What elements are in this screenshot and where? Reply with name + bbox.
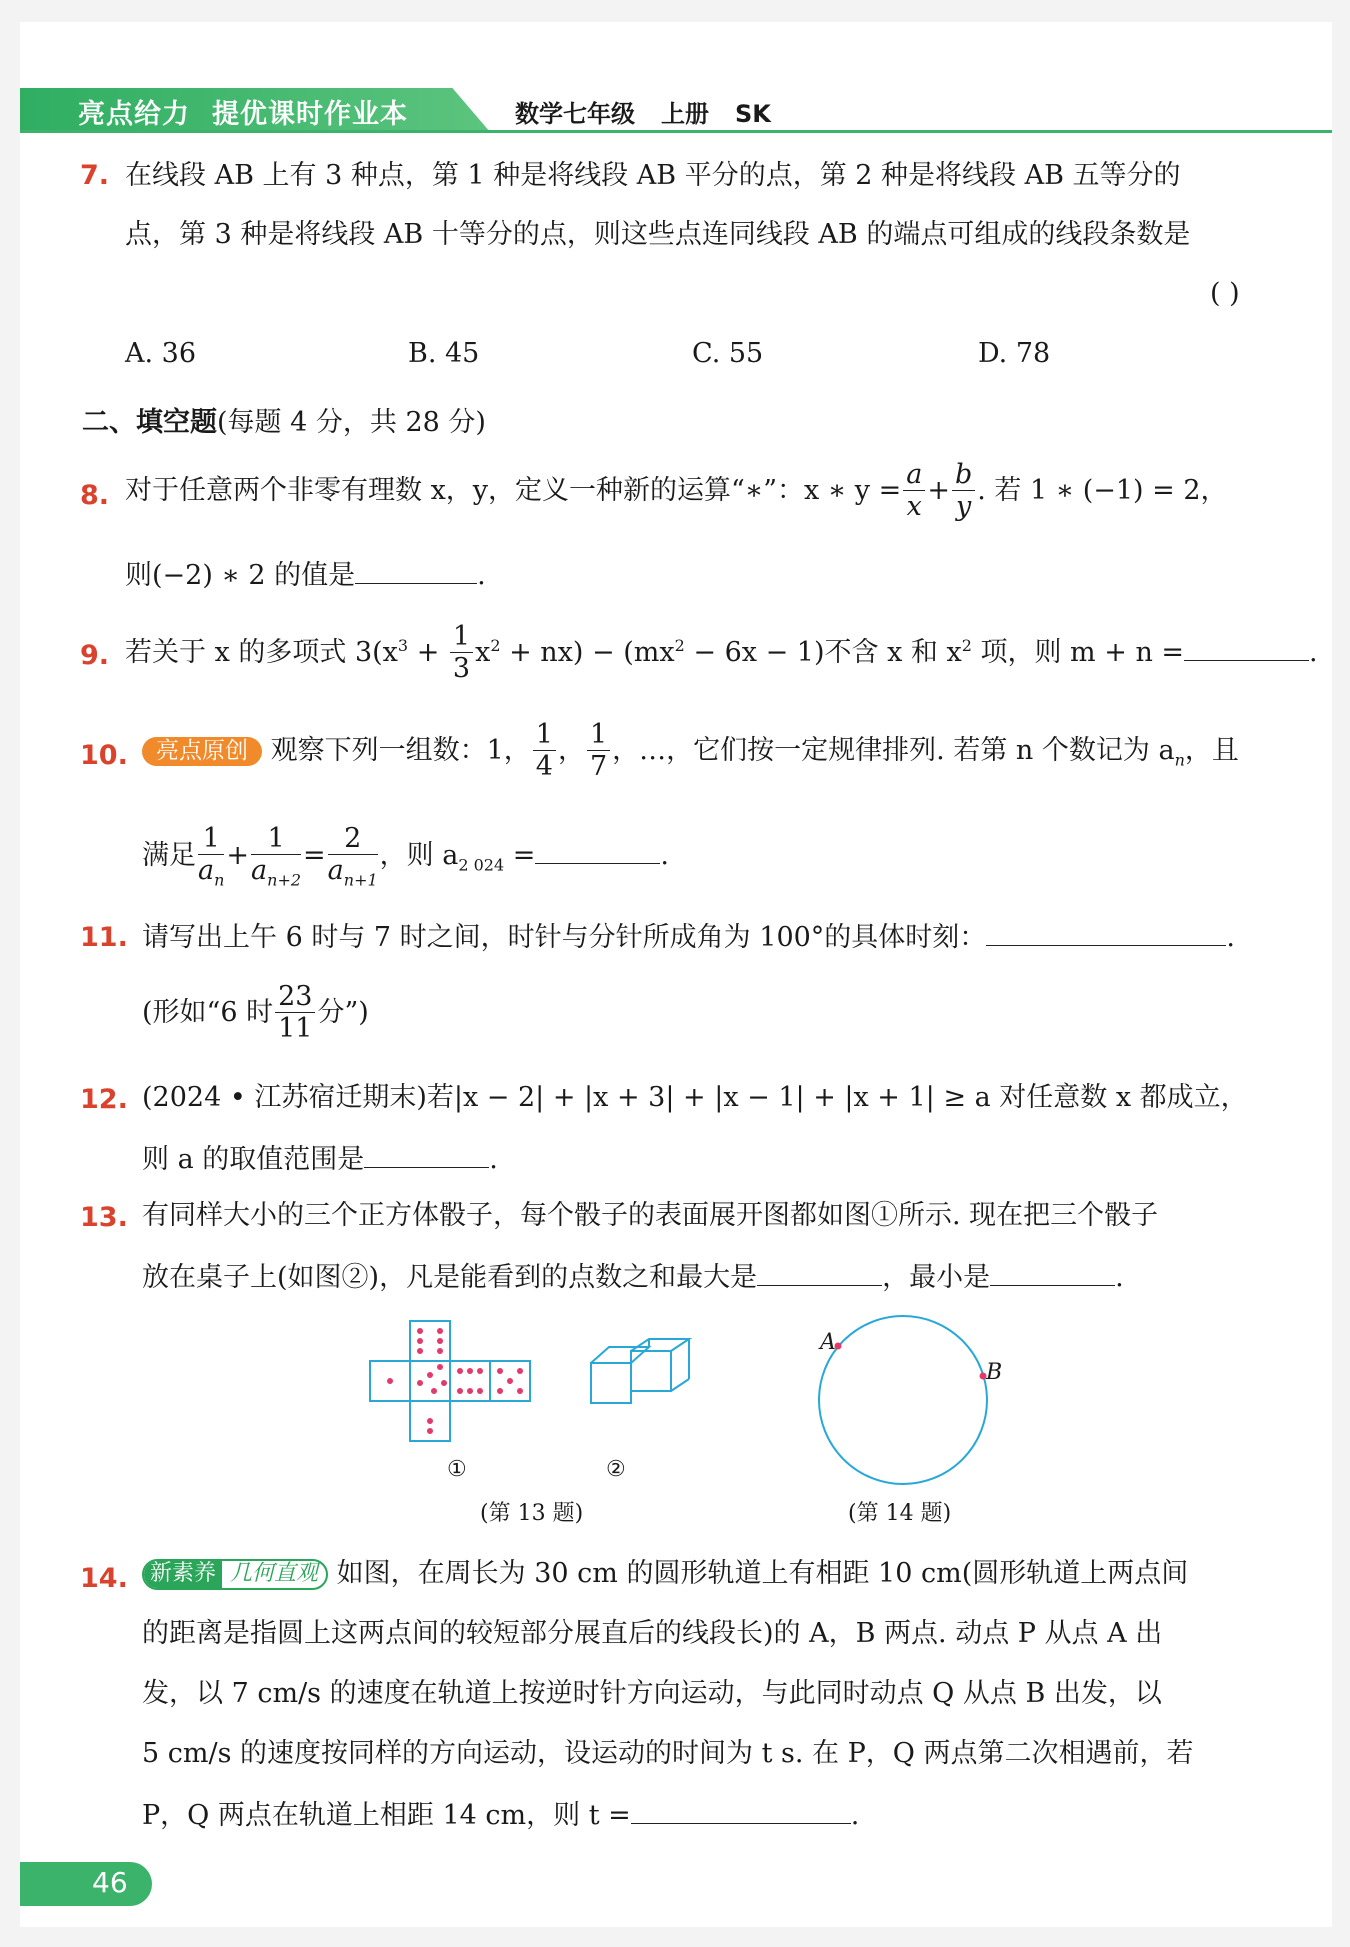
q8-answer-blank[interactable] [355, 558, 477, 584]
q14-line4: 5 cm/s 的速度按同样的方向运动，设运动的时间为 t s. 在 P，Q 两点第二次相遇前，若 [142, 1738, 1194, 1769]
edition-label: SK [735, 100, 771, 128]
q13-min-blank[interactable] [990, 1260, 1115, 1286]
q12-answer-blank[interactable] [364, 1142, 489, 1168]
q8-text: 对于任意两个非零有理数 x，y，定义一种新的运算“∗”：x ∗ y = [125, 475, 902, 507]
q11-line1: 请写出上午 6 时与 7 时之间，时针与分针所成角为 100°的具体时刻： . [142, 922, 1235, 953]
q10-answer-blank[interactable] [535, 838, 660, 864]
q8-plus: + [927, 475, 950, 507]
q7-line1: 在线段 AB 上有 3 种点，第 1 种是将线段 AB 平分的点，第 2 种是将线段 AB 五等分的 [125, 160, 1181, 191]
q7-option-d: D. 78 [978, 338, 1051, 369]
q13-max-blank[interactable] [757, 1260, 882, 1286]
q14-line5: P，Q 两点在轨道上相距 14 cm，则 t = . [142, 1800, 860, 1831]
q14-line2: 的距离是指圆上这两点间的较短部分展直后的线段长)的 A，B 两点. 动点 P 从点 A 出 [142, 1618, 1163, 1649]
net-face-right1 [450, 1361, 490, 1401]
q9-fraction-one-third: $\frac{1}{3}$ [450, 622, 473, 685]
q7-option-b: B. 45 [408, 338, 480, 369]
q7-option-c: C. 55 [692, 338, 764, 369]
q8-line2-text: 则(−2) ∗ 2 的值是 [125, 560, 356, 591]
q9-line: 若关于 x 的多项式 $3(x^3$ + $\frac{1}{3}$ $x^2 + nx) - (mx^2 - 6x - 1)$不含 x 和 $x^2$ 项，则 m + n = . [125, 621, 1318, 684]
q8-fraction-b-over-y: $\frac{b}{y}$ [952, 460, 975, 523]
q9-answer-blank[interactable] [1184, 635, 1309, 661]
q8-line1 [125, 460, 1228, 523]
q13-line2: 放在桌子上(如图②)，凡是能看到的点数之和最大是 ，最小是 . [142, 1262, 1124, 1293]
q11-hint: (形如“6 时 $\frac{23}{11}$ 分”) [142, 981, 369, 1044]
q10-fraction-2-over-an1: $\frac{2}{a_{n+1}}$ [327, 823, 378, 890]
q11-number: 11. [80, 922, 128, 953]
page-number: 46 [92, 1866, 128, 1899]
q8-fraction-a-over-x: $\frac{a}{x}$ [903, 460, 925, 523]
dice-net-figure [360, 1315, 580, 1455]
page-number-tab [20, 1862, 152, 1906]
three-dice-figure [585, 1335, 715, 1415]
q14-line1: 新素养 几何直观 如图，在周长为 30 cm 的圆形轨道上有相距 10 cm(圆形轨道上两点间 [142, 1558, 1188, 1590]
point-a-label: A [820, 1330, 836, 1355]
q10-fraction-1-over-an: $\frac{1}{a_n}$ [198, 823, 225, 890]
q8-line2: 则(−2) ∗ 2 的值是 . [125, 560, 486, 591]
volume-label: 上册 [661, 100, 709, 128]
book-title: 提优课时作业本 [212, 99, 408, 130]
caption-q14: (第 14 题) [848, 1501, 952, 1526]
q7-answer-paren: ( ) [1210, 278, 1240, 309]
q10-line2: 满足 $\frac{1}{a_n}$ + $\frac{1}{a_{n+2}}$ = $\frac{2}{a_{n+1}}$ ，则 $a_{2 024}$ = . [142, 823, 669, 890]
q11-answer-blank[interactable] [986, 920, 1226, 946]
fig1-label: ① [447, 1457, 467, 1482]
q11-fraction-23-11: $\frac{23}{11}$ [275, 982, 315, 1045]
section-note: (每题 4 分，共 28 分) [217, 407, 486, 438]
grade-label: 数学七年级 [515, 100, 635, 128]
q13-line1: 有同样大小的三个正方体骰子，每个骰子的表面展开图都如图①所示. 现在把三个骰子 [142, 1200, 1159, 1231]
q7-number: 7. [80, 160, 110, 191]
q14-number: 14. [80, 1563, 128, 1594]
q8-number: 8. [80, 480, 110, 511]
q13-number: 13. [80, 1202, 128, 1233]
q8-text-b: . 若 1 ∗ (−1) = 2， [977, 475, 1228, 507]
q14-line3: 发，以 7 cm/s 的速度在轨道上按逆时针方向运动，与此同时动点 Q 从点 B 出发，以 [142, 1678, 1162, 1709]
q9-number: 9. [80, 640, 110, 671]
q10-line1: 亮点原创 观察下列一组数：1， $\frac{1}{4}$ ， $\frac{1}{7}$ ，…，它们按一定规律排列. 若第 n 个数记为 $a_n$，且 [142, 720, 1239, 783]
q12-number: 12. [80, 1084, 128, 1115]
caption-q13: (第 13 题) [480, 1501, 584, 1526]
q7-option-a: A. 36 [125, 338, 197, 369]
q12-line1: (2024 • 江苏宿迁期末)若|x − 2| + |x + 3| + |x − 1| + |x + 1| ≥ a 对任意数 x 都成立， [142, 1082, 1248, 1113]
header-rule [20, 130, 1332, 133]
q7-line2: 点，第 3 种是将线段 AB 十等分的点，则这些点连同线段 AB 的端点可组成的线段条数是 [125, 219, 1191, 250]
literacy-badge: 新素养 几何直观 [142, 1559, 328, 1589]
section-title: 二、填空题 [82, 407, 217, 438]
header-title [78, 92, 430, 131]
point-b-label: B [986, 1360, 1003, 1385]
q10-fraction-1-7: $\frac{1}{7}$ [587, 720, 610, 783]
q10-fraction-1-over-an2: $\frac{1}{a_{n+2}}$ [251, 823, 302, 890]
net-face-top [410, 1321, 450, 1361]
fig2-label: ② [606, 1457, 626, 1482]
q14-answer-blank[interactable] [631, 1798, 851, 1824]
circular-track [819, 1316, 987, 1484]
q12-line2: 则 a 的取值范围是 . [142, 1144, 498, 1175]
section-heading [82, 400, 486, 439]
original-badge: 亮点原创 [142, 737, 262, 767]
header-grade [515, 94, 797, 129]
q10-fraction-1-4: $\frac{1}{4}$ [533, 720, 556, 783]
series-title: 亮点给力 [78, 99, 190, 130]
q10-number: 10. [80, 740, 128, 771]
